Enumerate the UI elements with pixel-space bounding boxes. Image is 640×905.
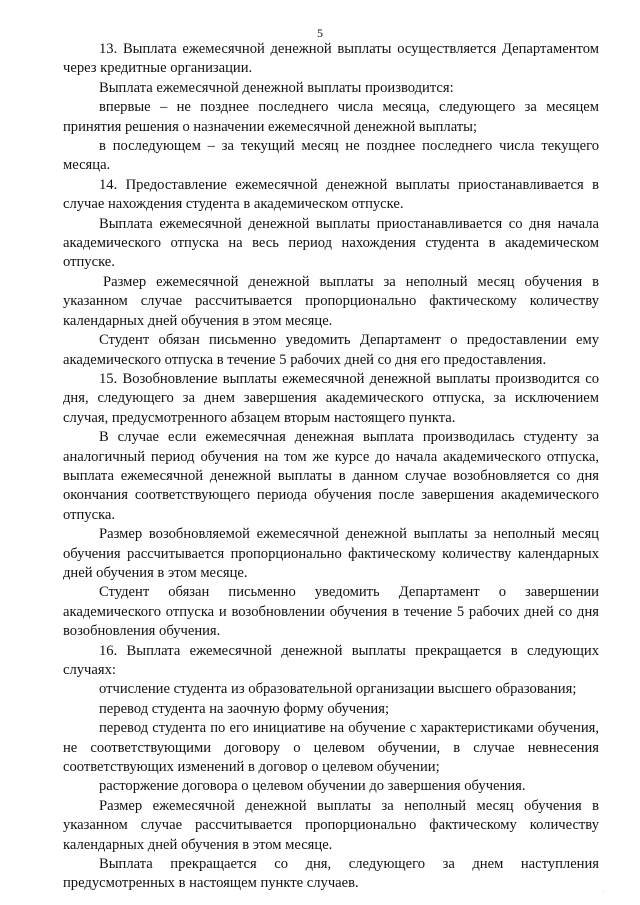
paragraph-payment-intro: Выплата ежемесячной денежной выплаты производится:: [99, 79, 454, 96]
paragraph-partial-month-termination: Размер ежемесячной денежной выплаты за неполный месяц обучения в указанном случае рассчитывается пропорционально фактическому количеству календарных дней обучения в этом месяце.: [63, 797, 599, 853]
paragraph-14: 14. Предоставление ежемесячной денежной выплаты приостанавливается в случае нахождения студента в академическом отпуске.: [63, 176, 599, 213]
scan-mark: ·: [602, 889, 604, 895]
document-body: [63, 40, 599, 894]
paragraph-16: 16. Выплата ежемесячной денежной выплаты прекращается в следующих случаях:: [63, 642, 599, 678]
page-number: 5: [317, 26, 323, 40]
paragraph-notify-leave: Студент обязан письменно уведомить Департамент о предоставлении ему академического отпуска в течение 5 рабочих дней со дня его предоставления.: [63, 332, 599, 368]
paragraph-notify-resumption: Студент обязан письменно уведомить Департамент о завершении академического отпуска и возобновлении обучения в течение 5 рабочих дней со дня возобновления обучения.: [63, 584, 599, 640]
paragraph-partial-month-suspension: Размер ежемесячной денежной выплаты за неполный месяц обучения в указанном случае рассчитывается пропорционально фактическому количеству календарных дней обучения в этом месяце.: [63, 273, 599, 329]
paragraph-case-transfer: перевод студента по его инициативе на обучение с характеристиками обучения, не соответствующими договору о целевом обучении, в случае невнесения соответствующих изменений в договор о целевом обучении;: [63, 720, 599, 776]
paragraph-suspension-start: Выплата ежемесячной денежной выплаты приостанавливается со дня начала академического отпуска на весь период нахождения студента в академическом отпуске.: [63, 215, 599, 271]
paragraph-partial-month-resumption: Размер возобновляемой ежемесячной денежной выплаты за неполный месяц обучения рассчитывается пропорционально фактическому количеству календарных дней обучения в этом месяце.: [63, 526, 599, 581]
paragraph-resumption-case: В случае если ежемесячная денежная выплата производилась студенту за аналогичный период обучения на том же курсе до начала академического отпуска, выплата ежемесячной денежной выплаты в данном случае возобновляется со дня окончания соответствующего периода обучения после завершения академического отпуска.: [63, 429, 599, 523]
paragraph-case-correspondence: перевод студента на заочную форму обучения;: [99, 700, 390, 717]
paragraph-15: 15. Возобновление выплаты ежемесячной денежной выплаты производится со дня, следующего за днем завершения академического отпуска, за исключением случая, предусмотренного абзацем вторым настоящего пункта.: [63, 370, 599, 426]
paragraph-case-expulsion: отчисление студента из образовательной организации высшего образования;: [99, 681, 577, 698]
paragraph-case-termination: расторжение договора о целевом обучении до завершения обучения.: [99, 778, 526, 795]
paragraph-termination-date: Выплата прекращается со дня, следующего за днем наступления предусмотренных в настоящем пункте случаев.: [63, 856, 599, 892]
paragraph-13: 13. Выплата ежемесячной денежной выплаты осуществляется Департаментом через кредитные организации.: [63, 41, 599, 77]
paragraph-first-payment: впервые – не позднее последнего числа месяца, следующего за месяцем принятия решения о назначении ежемесячной денежной выплаты;: [63, 99, 599, 135]
paragraph-subsequent-payment: в последующем – за текущий месяц не позднее последнего числа текущего месяца.: [63, 138, 599, 174]
